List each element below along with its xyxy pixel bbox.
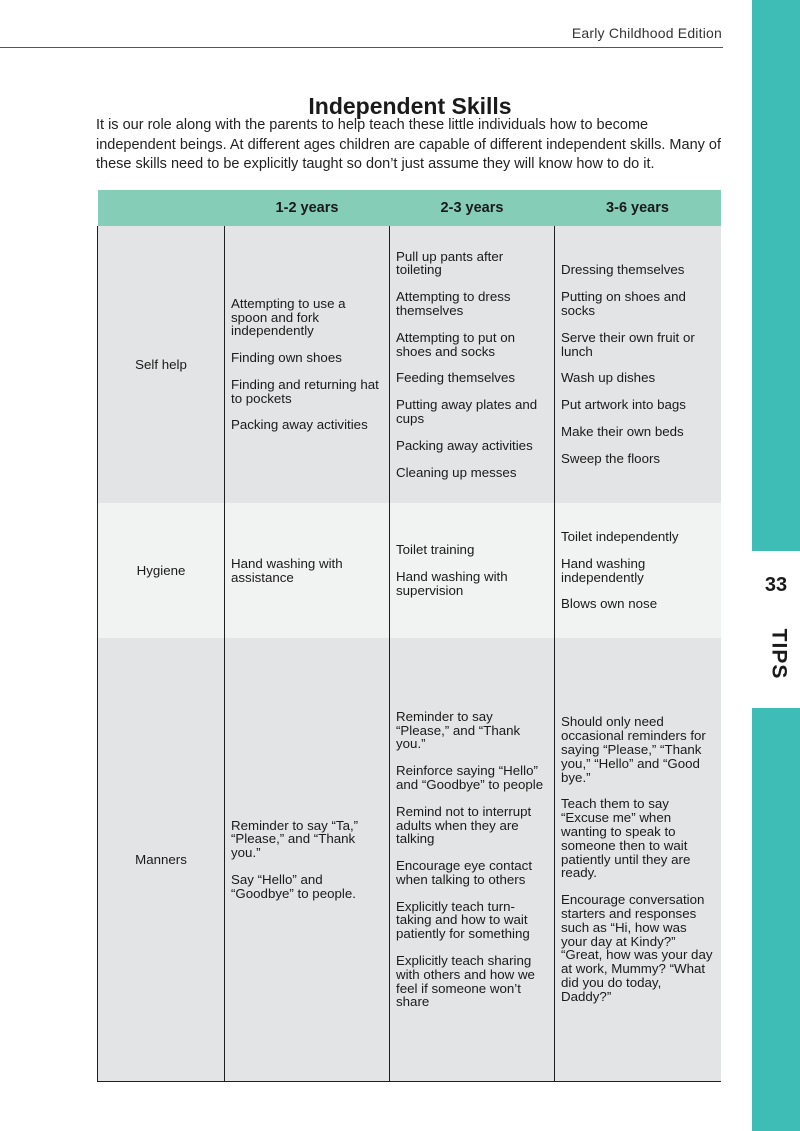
skill-item: Reminder to say “Ta,” “Please,” and “Thank you.” <box>231 817 359 861</box>
skill-item: Cleaning up messes <box>396 464 517 480</box>
skill-item: Hand washing with supervision <box>396 569 508 598</box>
skill-item: Pull up pants after toileting <box>396 248 504 278</box>
skill-item: Putting on shoes and socks <box>561 289 686 318</box>
skill-item: Packing away activities <box>396 437 533 453</box>
page-title: Independent Skills <box>308 93 512 120</box>
skill-item: Putting away plates and cups <box>396 397 538 426</box>
skill-item: Feeding themselves <box>396 370 515 386</box>
table-cell <box>390 226 555 503</box>
skill-item: Reinforce saying “Hello” and “Goodbye” to people <box>396 763 544 792</box>
row-label: Self help <box>98 226 225 503</box>
skill-item: Wash up dishes <box>561 370 656 386</box>
skill-item: Attempting to dress themselves <box>396 289 511 318</box>
skill-item: Finding own shoes <box>231 350 342 366</box>
row-label: Manners <box>98 638 225 1082</box>
header-rule <box>0 47 723 48</box>
column-header: 2-3 years <box>390 190 555 226</box>
table-cell <box>225 638 390 1082</box>
skill-item: Toilet independently <box>561 528 679 544</box>
skill-item: Remind not to interrupt adults when they are talking <box>396 803 532 847</box>
skill-item: Serve their own fruit or lunch <box>561 329 695 359</box>
skill-item: Reminder to say “Please,” and “Thank you.” <box>396 708 521 752</box>
side-tab-top <box>752 0 800 551</box>
table-cell <box>390 503 555 638</box>
table-cell <box>225 226 390 503</box>
table-cell <box>555 638 721 1082</box>
skill-item: Toilet training <box>396 542 475 558</box>
skill-item: Make their own beds <box>561 423 684 439</box>
skill-item: Explicitly teach sharing with others and how we feel if someone won’t share <box>396 953 535 1010</box>
row-label: Hygiene <box>98 503 225 638</box>
skill-item: Teach them to say “Excuse me” when wanting to speak to someone then to wait patiently until they are ready. <box>561 796 691 881</box>
skill-item: Hand washing with assistance <box>231 555 343 585</box>
skill-item: Encourage conversation starters and responses such as “Hi, how was your day at Kindy?” “Great, how was your day at work, Mummy? “What did you do today, Daddy?” <box>561 892 713 1004</box>
table-row <box>98 503 721 638</box>
table-cell <box>555 226 721 503</box>
skill-item: Dressing themselves <box>561 262 685 278</box>
table-row <box>98 638 721 1082</box>
skill-item: Say “Hello” and “Goodbye” to people. <box>231 871 356 901</box>
skill-item: Blows own nose <box>561 596 658 612</box>
skill-item: Finding and returning hat to pockets <box>231 376 379 406</box>
column-header: 1-2 years <box>225 190 390 226</box>
skill-item: Encourage eye contact when talking to others <box>396 858 533 887</box>
edition-label: Early Childhood Edition <box>571 25 722 41</box>
skill-item: Attempting to put on shoes and socks <box>396 329 516 359</box>
skill-item: Hand washing independently <box>561 555 646 585</box>
skills-table <box>97 190 721 1082</box>
skill-item: Sweep the floors <box>561 450 661 466</box>
skill-item: Put artwork into bags <box>561 397 686 413</box>
section-label: TIPS <box>767 628 790 680</box>
page-number: 33 <box>764 574 788 596</box>
side-tab-bottom <box>752 708 800 1131</box>
table-cell <box>225 503 390 638</box>
skill-item: Packing away activities <box>231 417 368 433</box>
table-row <box>98 226 721 503</box>
intro-paragraph: It is our role along with the parents to help teach these little individuals how to become independent beings. At different ages children are capable of different independent skills. Many of these skills need to be explicitly taught so don’t just assume they will know how to do it. <box>96 117 722 172</box>
table-cell <box>555 503 721 638</box>
table-cell <box>390 638 555 1082</box>
table-header-row <box>98 190 721 226</box>
skill-item: Explicitly teach turn-taking and how to wait patiently for something <box>396 898 530 942</box>
column-header <box>98 190 225 226</box>
column-header: 3-6 years <box>555 190 721 226</box>
skill-item: Should only need occasional reminders for saying “Please,” “Thank you,” “Hello” and “Good bye.” <box>561 714 706 785</box>
skill-item: Attempting to use a spoon and fork independently <box>231 295 346 339</box>
